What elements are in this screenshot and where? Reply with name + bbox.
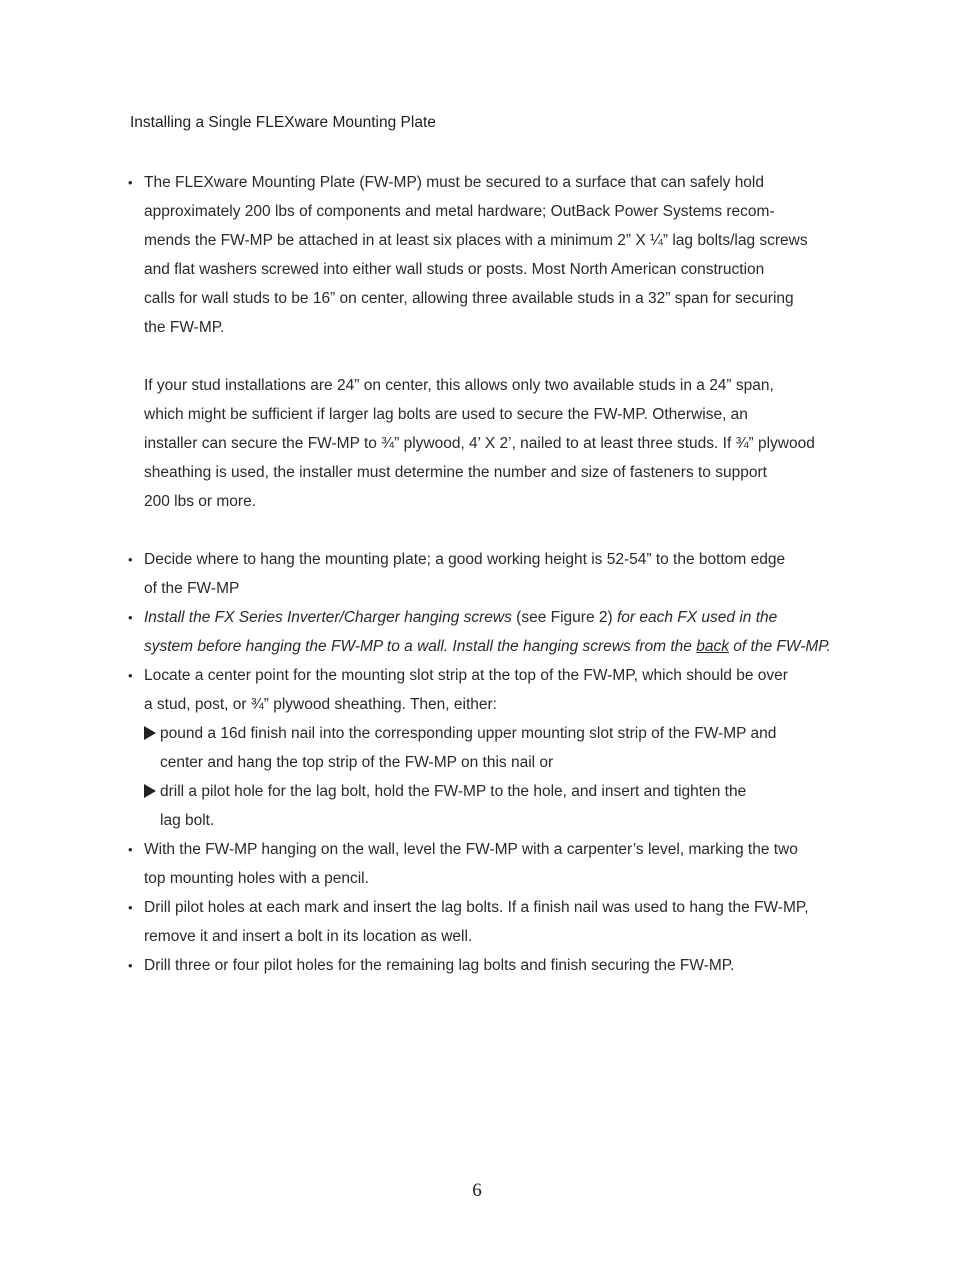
- text-line: [144, 603, 828, 632]
- italic-text: for each FX used in the: [616, 609, 778, 626]
- list-item: [128, 893, 828, 951]
- bullet-marker: •: [128, 842, 133, 857]
- paragraph-spacer: [128, 516, 828, 545]
- text-line: Drill three or four pilot holes for the remaining lag bolts and finish securing the FW-MP.: [144, 957, 735, 974]
- text-line: top mounting holes with a pencil.: [144, 870, 369, 887]
- text-line: sheathing is used, the installer must determine the number and size of fasteners to support: [144, 464, 767, 481]
- text-line: Drill pilot holes at each mark and insert the lag bolts. If a finish nail was used to hang the FW-MP,: [144, 899, 809, 916]
- paragraph-spacer: [144, 342, 828, 371]
- text-line: of the FW-MP: [144, 580, 240, 597]
- triangle-bullet-icon: [144, 784, 156, 798]
- figure-reference: (see Figure 2): [511, 609, 617, 626]
- text-line: Decide where to hang the mounting plate; a good working height is 52-54” to the bottom edge: [144, 551, 786, 568]
- text-line: approximately 200 lbs of components and metal hardware; OutBack Power Systems recom-: [144, 203, 775, 220]
- text-line: 200 lbs or more.: [144, 493, 256, 510]
- instructions-body: [128, 168, 831, 980]
- bullet-marker: •: [128, 552, 133, 567]
- list-item: [128, 545, 828, 603]
- italic-text: system before hanging the FW-MP to a wall. Install the hanging screws from the: [144, 638, 697, 655]
- bullet-marker: •: [128, 610, 133, 625]
- bullet-marker: •: [128, 668, 133, 683]
- italic-text: Install the FX Series Inverter/Charger hanging screws: [144, 609, 512, 626]
- text-line: The FLEXware Mounting Plate (FW-MP) must be secured to a surface that can safely hold: [144, 174, 764, 191]
- text-line: calls for wall studs to be 16” on center, allowing three available studs in a 32” span for securing: [144, 290, 794, 307]
- list-item: [128, 661, 828, 719]
- text-line: a stud, post, or ¾” plywood sheathing. Then, either:: [144, 696, 497, 713]
- text-line: If your stud installations are 24” on center, this allows only two available studs in a 24” span,: [144, 377, 774, 394]
- text-line: the FW-MP.: [144, 319, 225, 336]
- text-line: With the FW-MP hanging on the wall, level the FW-MP with a carpenter’s level, marking the two: [144, 841, 798, 858]
- italic-text: of the FW-MP.: [728, 638, 831, 655]
- underlined-text: back: [696, 638, 729, 655]
- list-item: [128, 603, 831, 661]
- bullet-marker: •: [128, 958, 133, 973]
- text-line: pound a 16d finish nail into the corresponding upper mounting slot strip of the FW-MP and: [160, 725, 777, 742]
- text-line: installer can secure the FW-MP to ¾” plywood, 4’ X 2’, nailed to at least three studs. If ¾” plywood: [144, 435, 815, 452]
- list-item: [128, 168, 828, 516]
- list-item: [128, 951, 828, 980]
- text-line: [144, 632, 831, 661]
- text-line: and flat washers screwed into either wall studs or posts. Most North American construction: [144, 261, 765, 278]
- triangle-bullet-icon: [144, 726, 156, 740]
- bullet-marker: •: [128, 175, 133, 190]
- text-line: which might be sufficient if larger lag bolts are used to secure the FW-MP. Otherwise, an: [144, 406, 748, 423]
- bullet-marker: •: [128, 900, 133, 915]
- text-line: mends the FW-MP be attached in at least six places with a minimum 2” X ¼” lag bolts/lag screws: [144, 232, 808, 249]
- text-line: lag bolt.: [160, 812, 215, 829]
- sub-list-item: [128, 719, 828, 777]
- section-heading: Installing a Single FLEXware Mounting Plate: [130, 114, 436, 131]
- text-line: Locate a center point for the mounting slot strip at the top of the FW-MP, which should be over: [144, 667, 788, 684]
- list-item: [128, 835, 828, 893]
- text-line: drill a pilot hole for the lag bolt, hold the FW-MP to the hole, and insert and tighten the: [160, 783, 747, 800]
- text-line: remove it and insert a bolt in its location as well.: [144, 928, 473, 945]
- text-line: center and hang the top strip of the FW-MP on this nail or: [160, 754, 554, 771]
- page-number: 6: [472, 1180, 482, 1201]
- sub-list-item: [128, 777, 828, 835]
